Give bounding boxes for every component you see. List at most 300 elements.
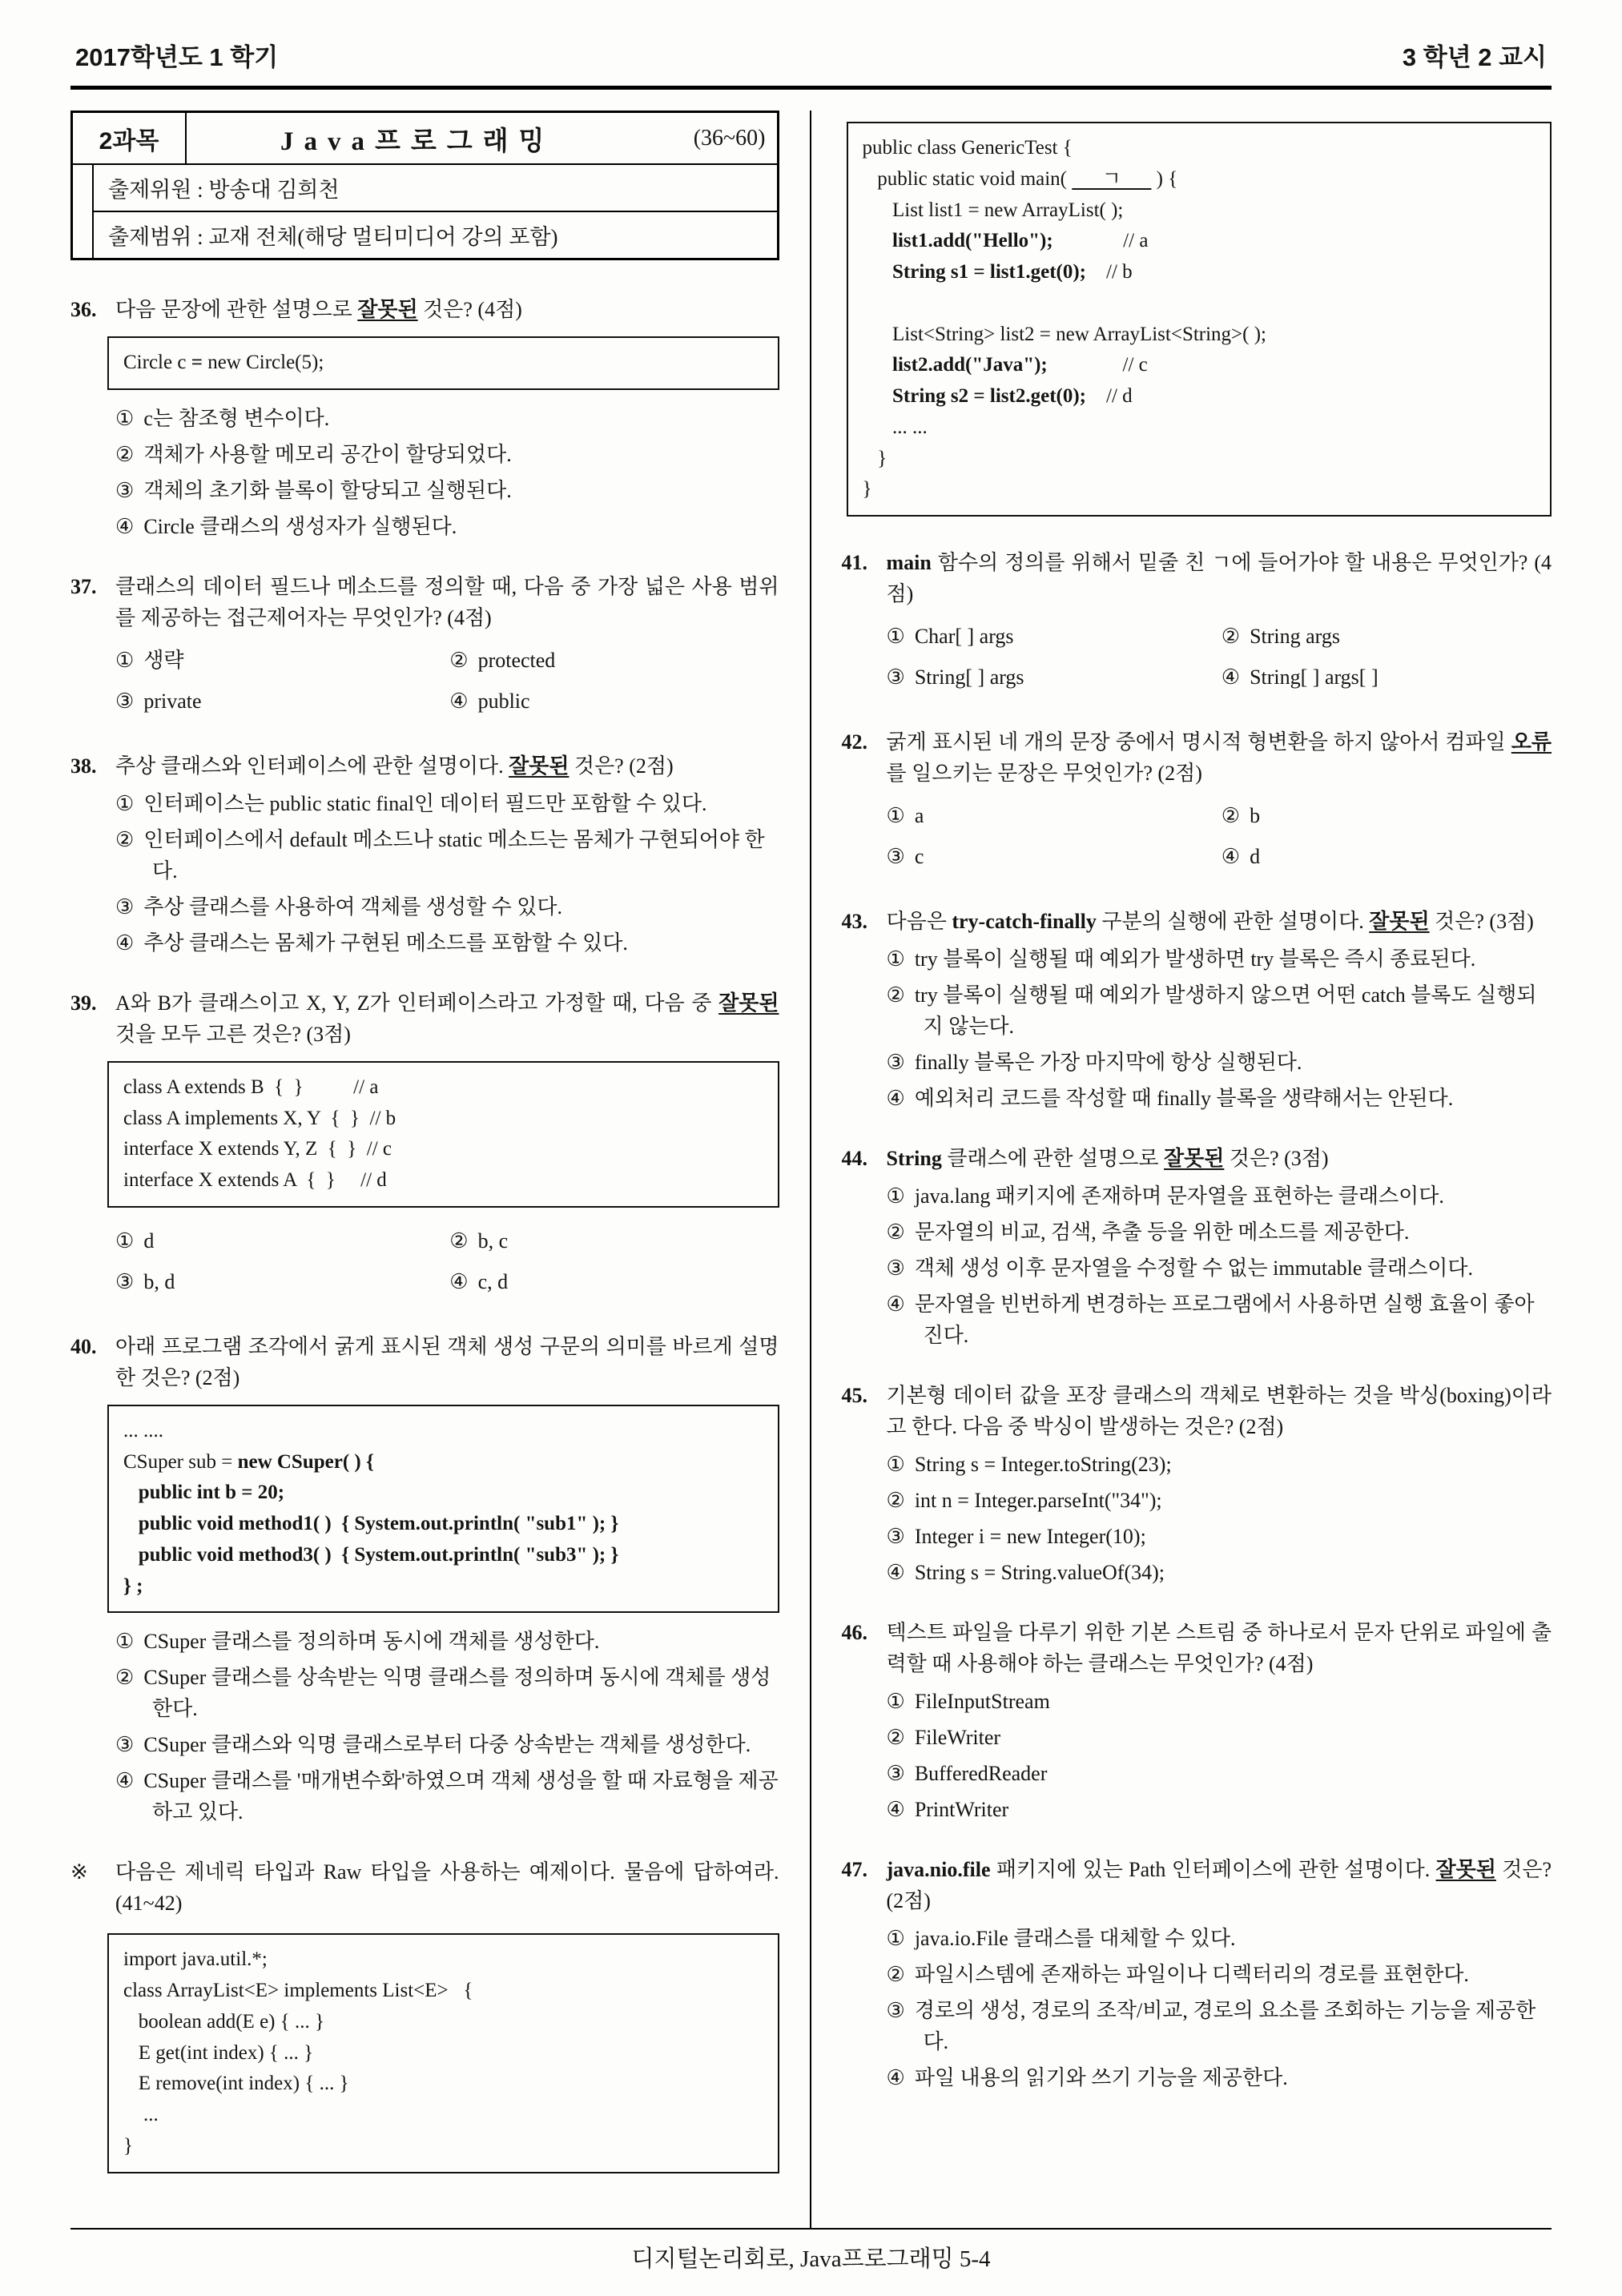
- option-marker: ②: [886, 1489, 905, 1512]
- option-item: [887, 621, 1217, 652]
- option-item: [1222, 800, 1552, 831]
- option-text: d: [1250, 845, 1261, 868]
- text-segment: new CSuper( ) {: [237, 1450, 374, 1473]
- options-list: [115, 1626, 779, 1828]
- text-segment: ... ...: [862, 416, 928, 438]
- text-segment: [863, 354, 893, 376]
- option-item: [887, 841, 1217, 872]
- option-item: [887, 1686, 1552, 1717]
- option-marker: ④: [115, 514, 135, 538]
- question-prompt: [115, 571, 779, 633]
- subject-box: [70, 111, 779, 260]
- option-marker: ③: [886, 1762, 905, 1785]
- option-marker: ③: [115, 478, 135, 502]
- option-text: 객체의 초기화 블록이 할당되고 실행된다.: [143, 478, 512, 502]
- option-text: FileWriter: [914, 1726, 1001, 1749]
- question-number: 41.: [841, 551, 867, 574]
- text-segment: 잘못된: [509, 754, 570, 778]
- code-line: [863, 288, 1536, 320]
- text-segment: 다음은: [886, 910, 952, 933]
- text-segment: try-catch-finally: [952, 910, 1097, 933]
- option-item: [115, 645, 445, 676]
- question-prompt: [115, 294, 779, 325]
- option-marker: ①: [886, 947, 905, 971]
- text-segment: 구분의 실행에 관한 설명이다.: [1096, 910, 1370, 933]
- text-segment: 아래 프로그램 조각에서 굵게 표시된 객체 생성 구문의 의미를 바르게 설명한 것은? (2점): [115, 1334, 779, 1389]
- options-list: [887, 795, 1552, 877]
- code-line: [863, 257, 1536, 288]
- option-marker: ①: [115, 1630, 135, 1654]
- text-segment: public class GenericTest {: [862, 137, 1073, 159]
- option-item: [115, 1729, 779, 1760]
- question-prompt: [887, 1617, 1552, 1679]
- option-text: b, c: [477, 1228, 509, 1253]
- option-marker: ③: [115, 895, 135, 919]
- text-segment: }: [123, 2134, 133, 2157]
- text-segment: List<String> list2 = new ArrayList<String>( );: [862, 323, 1267, 345]
- option-text: 인터페이스는 public static final인 데이터 필드만 포함할 수 있다.: [143, 791, 707, 815]
- option-marker: ②: [449, 1228, 469, 1253]
- code-block: [107, 336, 779, 390]
- columns: [70, 111, 1552, 2228]
- option-text: BufferedReader: [914, 1762, 1048, 1785]
- page-header: [70, 27, 1552, 90]
- option-item: [887, 979, 1552, 1042]
- option-marker: ①: [886, 1184, 905, 1208]
- option-text: CSuper 클래스와 익명 클래스로부터 다중 상속받는 객체를 생성한다.: [143, 1733, 751, 1757]
- option-marker: ③: [115, 689, 135, 713]
- option-marker: ④: [1221, 845, 1241, 868]
- option-text: 인터페이스에서 default 메소드나 static 메소드는 몸체가 구현되어야 한다.: [143, 827, 765, 883]
- code-block: [847, 122, 1552, 517]
- question-header: [70, 750, 779, 782]
- option-marker: ①: [115, 406, 135, 430]
- code-line: [863, 474, 1536, 505]
- option-item: [887, 800, 1217, 831]
- question-36: [70, 294, 779, 542]
- subject-code: 2과목: [73, 113, 187, 163]
- question-header: [842, 906, 1552, 937]
- option-text: String args: [1250, 625, 1340, 648]
- question-prompt: [887, 726, 1552, 789]
- subject-box-details: [92, 165, 777, 258]
- text-segment: 잘못된: [718, 991, 779, 1015]
- option-item: [115, 1626, 779, 1657]
- question-40: [70, 1331, 779, 1828]
- text-segment: class A implements X, Y { } // b: [123, 1107, 396, 1129]
- option-marker: ③: [115, 1733, 135, 1757]
- text-segment: } ;: [123, 1574, 143, 1597]
- option-text: 생략: [143, 648, 184, 672]
- option-item: [887, 1289, 1552, 1351]
- option-item: [115, 788, 779, 819]
- option-text: 경로의 생성, 경로의 조작/비교, 경로의 요소를 조회하는 기능을 제공한다.: [914, 1999, 1536, 2053]
- note-marker: ※: [70, 1860, 88, 1884]
- question-header: [842, 547, 1552, 609]
- option-item: [115, 439, 779, 470]
- options-list: [887, 616, 1552, 698]
- question-41: [842, 547, 1552, 698]
- option-marker: ②: [1221, 625, 1241, 648]
- question-number: 37.: [70, 574, 97, 598]
- code-line: [123, 348, 763, 379]
- text-segment: ... ....: [123, 1419, 163, 1442]
- question-prompt: [887, 1143, 1552, 1174]
- text-segment: ) {: [1151, 167, 1178, 190]
- text-segment: String s1 = list1.get(0);: [892, 261, 1086, 283]
- code-line: [123, 2131, 763, 2162]
- option-item: [887, 1995, 1552, 2057]
- option-item: [115, 891, 779, 923]
- option-marker: ③: [886, 1525, 905, 1548]
- text-segment: [123, 1513, 139, 1534]
- option-text: finally 블록은 가장 마지막에 항상 실행된다.: [914, 1051, 1302, 1074]
- code-line: [123, 1416, 763, 1447]
- option-item: [1222, 621, 1552, 652]
- text-segment: [863, 292, 867, 314]
- code-block: [107, 1405, 779, 1614]
- text-segment: list1.add("Hello");: [892, 230, 1053, 252]
- option-text: String s = Integer.toString(23);: [914, 1453, 1172, 1476]
- text-segment: 것은? (2점): [569, 754, 674, 778]
- question-number: 46.: [841, 1621, 867, 1644]
- option-text: protected: [477, 648, 556, 672]
- option-item: [887, 1180, 1552, 1212]
- text-segment: 텍스트 파일을 다루기 위한 기본 스트림 중 하나로서 문자 단위로 파일에 출력할 때 사용해야 하는 클래스는 무엇인가? (4점): [886, 1621, 1552, 1675]
- option-item: [1222, 841, 1552, 872]
- question-prompt: [115, 750, 779, 782]
- text-segment: 굵게 표시된 네 개의 문장 중에서 명시적 형변환을 하지 않아서 컴파일: [886, 730, 1511, 754]
- text-segment: class ArrayList<E> implements List<E> {: [123, 1980, 473, 2001]
- option-text: 추상 클래스는 몸체가 구현된 메소드를 포함할 수 있다.: [143, 931, 628, 955]
- text-segment: interface X extends Y, Z { } // c: [123, 1138, 392, 1160]
- text-segment: import java.util.*;: [123, 1948, 268, 1971]
- question-number: 45.: [841, 1384, 867, 1407]
- options-list: [115, 788, 779, 959]
- text-segment: 것을 모두 고른 것은? (3점): [115, 1022, 351, 1046]
- options-list: [887, 1180, 1552, 1351]
- option-marker: ④: [449, 689, 469, 713]
- option-marker: ①: [115, 648, 135, 672]
- text-segment: ...: [123, 2104, 159, 2125]
- note-text: [115, 1856, 779, 1919]
- text-segment: [123, 1544, 139, 1566]
- code-line: [123, 2100, 763, 2131]
- text-segment: [863, 230, 893, 251]
- text-segment: 다음 문장에 관한 설명으로: [115, 298, 358, 321]
- option-item: [449, 1225, 779, 1257]
- option-marker: ①: [886, 1690, 905, 1713]
- option-text: d: [143, 1228, 155, 1253]
- option-marker: ③: [886, 845, 905, 868]
- question-number: 43.: [841, 910, 867, 933]
- question-prompt: [115, 1331, 779, 1393]
- code-block: [107, 1061, 779, 1208]
- text-segment: boolean add(E e) { ... }: [123, 2010, 325, 2033]
- text-segment: 클래스에 관한 설명으로: [941, 1147, 1165, 1170]
- code-line: [123, 1165, 763, 1196]
- option-marker: ②: [115, 827, 135, 851]
- option-marker: ④: [115, 1769, 135, 1793]
- question-45: [842, 1380, 1552, 1588]
- code-line: [123, 1540, 763, 1571]
- option-item: [115, 927, 779, 959]
- code-line: [123, 2069, 763, 2100]
- code-line: [863, 350, 1536, 381]
- text-segment: 클래스의 데이터 필드나 메소드를 정의할 때, 다음 중 가장 넓은 사용 범위를 제공하는 접근제어자는 무엇인가? (4점): [115, 574, 779, 629]
- option-text: c는 참조형 변수이다.: [143, 406, 330, 430]
- text-segment: ㄱ: [1072, 167, 1152, 190]
- question-44: [842, 1143, 1552, 1351]
- option-item: [887, 1047, 1552, 1078]
- option-text: b, d: [143, 1269, 175, 1293]
- text-segment: // b: [1086, 261, 1133, 283]
- question-number: 40.: [70, 1334, 97, 1358]
- option-marker: ③: [115, 1269, 135, 1293]
- options-list: [887, 1449, 1552, 1588]
- question-header: [842, 1143, 1552, 1174]
- option-marker: ①: [115, 1228, 135, 1253]
- option-text: 문자열을 빈번하게 변경하는 프로그램에서 사용하면 실행 효율이 좋아진다.: [914, 1293, 1535, 1347]
- text-segment: 추상 클래스와 인터페이스에 관한 설명이다.: [115, 754, 509, 778]
- option-item: [887, 1722, 1552, 1753]
- text-segment: new Circle(5);: [202, 352, 324, 373]
- text-segment: java.nio.file: [886, 1858, 991, 1881]
- question-header: [70, 571, 779, 633]
- text-segment: main: [886, 551, 932, 574]
- text-segment: CSuper sub =: [123, 1450, 238, 1473]
- option-marker: ③: [886, 1999, 905, 2022]
- text-segment: 다음은 제네릭 타입과 Raw 타입을 사용하는 예제이다. 물음에 답하여라. (41~42): [115, 1860, 779, 1916]
- text-segment: }: [862, 447, 887, 469]
- question-header: [70, 294, 779, 325]
- text-segment: public void method3( ) { System.out.println( "sub3" ); }: [138, 1543, 619, 1566]
- option-item: [115, 1225, 445, 1257]
- question-header: [842, 1617, 1552, 1679]
- option-item: [887, 1216, 1552, 1248]
- option-text: c: [914, 845, 924, 868]
- option-text: Circle 클래스의 생성자가 실행된다.: [143, 514, 457, 538]
- text-segment: [863, 385, 893, 407]
- code-line: [863, 320, 1536, 351]
- option-text: String[ ] args[ ]: [1250, 665, 1378, 689]
- code-line: [863, 412, 1536, 444]
- code-line: [863, 226, 1536, 257]
- option-marker: ①: [886, 1927, 905, 1950]
- option-text: try 블록이 실행될 때 예외가 발생하지 않으면 어떤 catch 블록도 실행되지 않는다.: [914, 983, 1537, 1038]
- code-line: [123, 2038, 763, 2069]
- option-marker: ②: [886, 1220, 905, 1244]
- text-segment: interface X extends A { } // d: [123, 1169, 387, 1191]
- page-footer: [70, 2228, 1552, 2277]
- question-number: 47.: [841, 1858, 867, 1881]
- option-text: String[ ] args: [914, 665, 1024, 689]
- option-text: PrintWriter: [914, 1798, 1009, 1821]
- text-segment: 함수의 정의를 위해서 밑줄 친 ㄱ에 들어가야 할 내용은 무엇인가? (4점): [886, 551, 1552, 605]
- option-marker: ④: [115, 931, 135, 955]
- option-item: [1222, 661, 1552, 693]
- option-text: java.lang 패키지에 존재하며 문자열을 표현하는 클래스이다.: [914, 1184, 1444, 1208]
- text-segment: public void method1( ) { System.out.println( "sub1" ); }: [138, 1513, 619, 1534]
- text-segment: List list1 = new ArrayList( );: [862, 199, 1124, 221]
- question-43: [842, 906, 1552, 1114]
- option-marker: ④: [886, 1293, 905, 1316]
- text-segment: 것은? (3점): [1429, 910, 1534, 933]
- option-text: CSuper 클래스를 상속받는 익명 클래스를 정의하며 동시에 객체를 생성한다.: [143, 1666, 771, 1721]
- option-marker: ③: [886, 1051, 905, 1074]
- code-line: [123, 1509, 763, 1540]
- option-item: [887, 1521, 1552, 1552]
- option-item: [887, 943, 1552, 975]
- text-segment: 잘못된: [1435, 1858, 1496, 1881]
- option-item: [887, 1794, 1552, 1825]
- option-text: public: [477, 689, 530, 713]
- option-item: [115, 686, 445, 717]
- option-text: Integer i = new Integer(10);: [914, 1525, 1146, 1548]
- text-segment: 잘못된: [1369, 910, 1430, 933]
- option-item: [887, 2062, 1552, 2093]
- option-text: Char[ ] args: [914, 625, 1014, 648]
- option-text: 추상 클래스를 사용하여 객체를 생성할 수 있다.: [143, 895, 563, 919]
- code-line: [863, 381, 1536, 412]
- option-text: 파일 내용의 읽기와 쓰기 기능을 제공한다.: [914, 2066, 1288, 2089]
- code-line: [123, 1944, 763, 1976]
- option-marker: ②: [1221, 804, 1241, 827]
- option-item: [449, 686, 779, 717]
- text-segment: 잘못된: [357, 298, 418, 321]
- text-segment: String: [886, 1147, 942, 1170]
- text-segment: =: [191, 352, 203, 373]
- option-marker: ④: [886, 2066, 905, 2089]
- option-item: [887, 1923, 1552, 1954]
- question-42: [842, 726, 1552, 877]
- options-list: [887, 1923, 1552, 2093]
- option-marker: ④: [886, 1561, 905, 1584]
- option-marker: ②: [886, 983, 905, 1007]
- code-line: [123, 1072, 763, 1104]
- question-header: [70, 987, 779, 1050]
- option-item: [887, 1449, 1552, 1480]
- option-item: [887, 1485, 1552, 1516]
- options-list: [115, 640, 779, 722]
- note-block: [70, 1856, 779, 1919]
- text-segment: E get(int index) { ... }: [123, 2041, 314, 2064]
- code-line: [123, 1447, 763, 1478]
- question-37: [70, 571, 779, 722]
- option-marker: ②: [886, 1726, 905, 1749]
- question-header: [842, 1854, 1552, 1916]
- option-marker: ④: [449, 1269, 469, 1293]
- option-item: [887, 1959, 1552, 1990]
- question-46: [842, 1617, 1552, 1825]
- option-marker: ①: [886, 804, 905, 827]
- option-item: [115, 475, 779, 506]
- text-segment: 오류: [1511, 730, 1552, 754]
- options-list: [115, 403, 779, 542]
- text-segment: 것은? (3점): [1224, 1147, 1329, 1170]
- code-line: [123, 2007, 763, 2038]
- option-text: 예외처리 코드를 작성할 때 finally 블록을 생략해서는 안된다.: [914, 1087, 1454, 1110]
- option-item: [449, 645, 779, 676]
- text-segment: // c: [1047, 354, 1148, 376]
- option-text: 객체가 사용할 메모리 공간이 할당되었다.: [143, 442, 512, 466]
- option-marker: ④: [1221, 665, 1241, 689]
- text-segment: public static void main(: [862, 167, 1073, 190]
- code-line: [863, 195, 1536, 227]
- text-segment: 를 일으키는 문장은 무엇인가? (2점): [886, 762, 1202, 785]
- question-38: [70, 750, 779, 959]
- text-segment: 것은? (4점): [417, 298, 522, 321]
- option-item: [887, 661, 1217, 693]
- question-header: [842, 726, 1552, 789]
- text-segment: }: [862, 478, 872, 501]
- text-segment: 기본형 데이터 값을 포장 클래스의 객체로 변환하는 것을 박싱(boxing)이라고 한다. 다음 중 박싱이 발생하는 것은? (2점): [886, 1384, 1552, 1438]
- text-segment: Circle c: [123, 352, 191, 373]
- question-prompt: [887, 1854, 1552, 1916]
- option-item: [887, 1557, 1552, 1588]
- text-segment: public int b = 20;: [138, 1482, 285, 1504]
- question-range: (36~60): [693, 125, 766, 151]
- option-marker: ①: [886, 625, 905, 648]
- option-item: [115, 1266, 445, 1297]
- code-block: [107, 1933, 779, 2173]
- question-prompt: [887, 1380, 1552, 1442]
- option-marker: ②: [449, 648, 469, 672]
- option-item: [115, 403, 779, 434]
- option-marker: ④: [886, 1087, 905, 1110]
- question-number: 42.: [841, 730, 867, 754]
- text-segment: 패키지에 있는 Path 인터페이스에 관한 설명이다.: [990, 1858, 1436, 1881]
- option-text: try 블록이 실행될 때 예외가 발생하면 try 블록은 즉시 종료된다.: [914, 947, 1476, 971]
- code-line: [123, 1571, 763, 1602]
- question-47: [842, 1854, 1552, 2093]
- question-number: 36.: [70, 298, 97, 321]
- question-header: [842, 1380, 1552, 1442]
- option-marker: ②: [115, 1666, 135, 1690]
- option-item: [115, 824, 779, 887]
- option-marker: ③: [886, 1257, 905, 1280]
- option-item: [115, 1662, 779, 1724]
- option-text: CSuper 클래스를 '매개변수화'하였으며 객체 생성을 할 때 자료형을 제공하고 있다.: [143, 1769, 779, 1824]
- question-prompt: [887, 906, 1552, 937]
- option-text: b: [1250, 804, 1261, 827]
- scope-row: 출제범위 : 교재 전체(해당 멀티미디어 강의 포함): [94, 211, 777, 258]
- option-text: 파일시스템에 존재하는 파일이나 디렉터리의 경로를 표현한다.: [914, 1963, 1469, 1986]
- option-item: [887, 1083, 1552, 1114]
- examiner-row: 출제위원 : 방송대 김희천: [108, 178, 340, 202]
- question-prompt: [887, 547, 1552, 609]
- footer-text: 디지털논리회로, Java프로그래밍 5-4: [631, 2246, 991, 2272]
- option-text: String s = String.valueOf(34);: [914, 1561, 1165, 1584]
- text-segment: E remove(int index) { ... }: [123, 2073, 349, 2095]
- text-segment: 것은? (2점): [886, 1858, 1552, 1912]
- option-marker: ①: [886, 1453, 905, 1476]
- question-39: [70, 987, 779, 1302]
- code-line: [123, 1104, 763, 1135]
- option-text: a: [914, 804, 924, 827]
- question-number: 44.: [841, 1147, 867, 1170]
- option-marker: ①: [115, 791, 135, 815]
- code-line: [123, 1976, 763, 2007]
- code-line: [863, 164, 1536, 195]
- text-segment: // d: [1086, 385, 1133, 407]
- options-list: [115, 1220, 779, 1302]
- option-marker: ②: [886, 1963, 905, 1986]
- option-item: [887, 1253, 1552, 1284]
- text-segment: String s2 = list2.get(0);: [892, 385, 1086, 407]
- option-text: 객체 생성 이후 문자열을 수정할 수 없는 immutable 클래스이다.: [914, 1257, 1473, 1280]
- question-header: [70, 1331, 779, 1393]
